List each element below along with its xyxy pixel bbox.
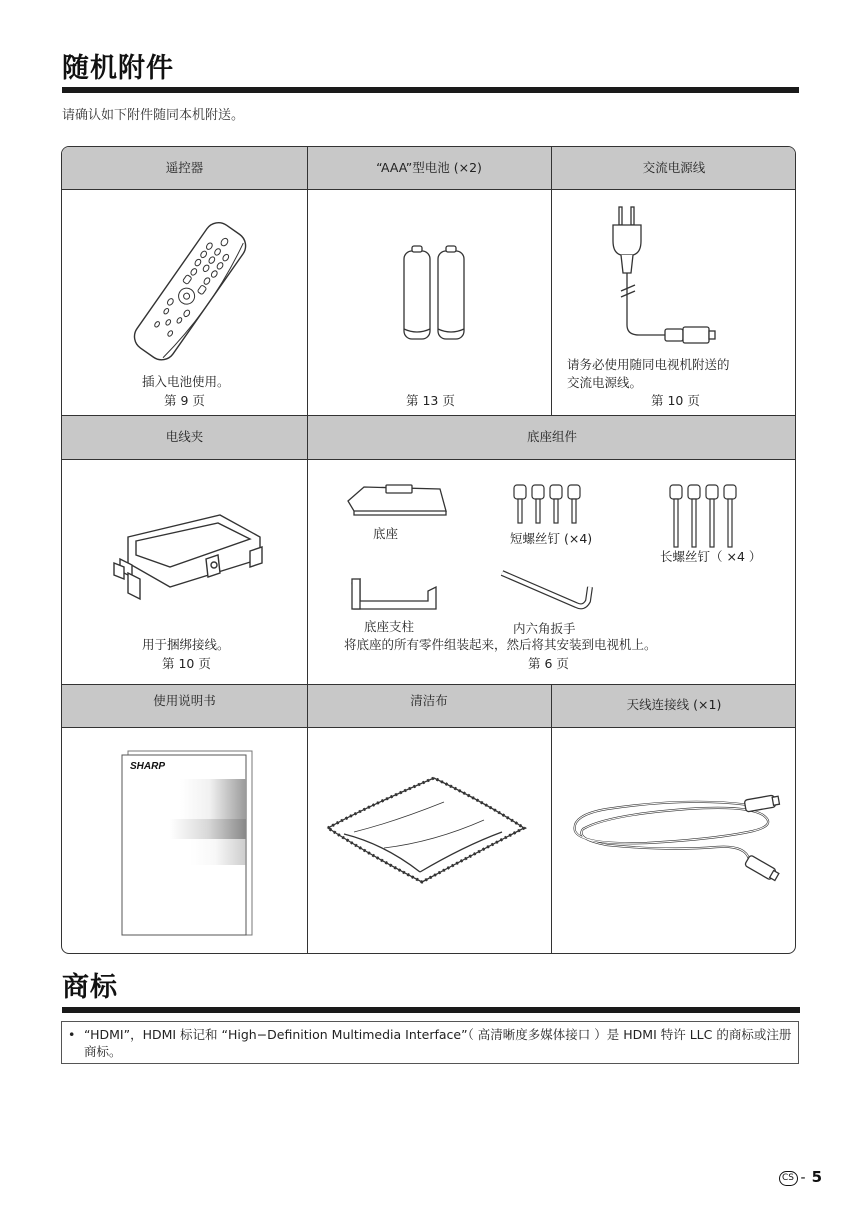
cleaning-cloth-illustration [324,772,530,892]
power-cord-note-line2: 交流电源线。 [567,375,643,390]
remote-page-ref: 第 9 页 [164,393,205,408]
clamp-caption: 用于捆绑接线。 [142,637,230,652]
header-power-cord: 交流电源线 [551,147,796,189]
long-screws-illustration [668,483,740,551]
trademark-text: “HDMI”，HDMI 标记和 “High−Definition Multimedia Interface”（ 高清晰度多媒体接口 ）是 HDMI 特许 LLC 的商标或注册商标。 [84,1027,792,1059]
battery-illustration [402,245,472,341]
hex-wrench-illustration [498,569,594,613]
power-cord-note-line1: 请务必使用随同电视机附送的 [567,357,730,372]
title-rule [62,87,799,93]
battery-page-ref: 第 13 页 [406,393,455,408]
page-number [779,1168,823,1186]
divider [307,147,308,954]
divider [62,459,796,460]
section-title-trademarks: 商标 [62,972,118,1003]
power-cord-page-ref: 第 10 页 [651,393,700,408]
hex-wrench-label: 内六角扳手 [513,621,576,636]
header-remote: 遥控器 [62,147,307,189]
divider [551,147,552,415]
title-rule [62,1007,800,1013]
divider [62,727,796,728]
bullet: • [68,1027,76,1042]
divider [62,189,796,190]
clamp-page-ref: 第 10 页 [162,656,211,671]
header-manual: 使用说明书 [62,684,307,727]
short-screws-label: 短螺丝钉 (×4) [510,531,593,546]
long-screws-label: 长螺丝钉（ ×4 ） [660,549,762,564]
header-antenna: 天线连接线 (×1) [551,684,796,727]
stand-instruction: 将底座的所有零件组装起来，然后将其安装到电视机上。 [344,637,657,652]
header-clamp: 电线夹 [62,415,307,459]
language-code-icon: CS [779,1171,798,1186]
trademark-note [61,1021,799,1064]
header-battery: “AAA”型电池 (×2) [307,147,551,189]
antenna-cable-illustration [567,787,783,887]
intro-text: 请确认如下附件随同本机附送。 [62,108,245,123]
page-dash: - [800,1170,806,1186]
divider [551,684,552,954]
cable-clamp-illustration [110,507,270,607]
page-number-value: 5 [811,1168,822,1186]
stand-page-ref: 第 6 页 [528,656,569,671]
manual-illustration [120,749,254,937]
stand-post-illustration [348,575,438,615]
power-cord-illustration [607,205,727,350]
divider [62,415,796,416]
short-screws-illustration [512,483,584,527]
section-title-accessories: 随机附件 [62,53,174,84]
header-stand: 底座组件 [307,415,796,459]
stand-base-illustration [340,481,450,521]
manual-brand-text: SHARP [130,761,166,772]
divider [62,684,796,685]
accessories-table [61,146,796,954]
header-cloth: 清洁布 [307,684,551,727]
remote-control-illustration [112,205,282,375]
remote-caption: 插入电池使用。 [142,374,230,389]
stand-base-label: 底座 [373,526,399,541]
stand-post-label: 底座支柱 [364,619,415,634]
